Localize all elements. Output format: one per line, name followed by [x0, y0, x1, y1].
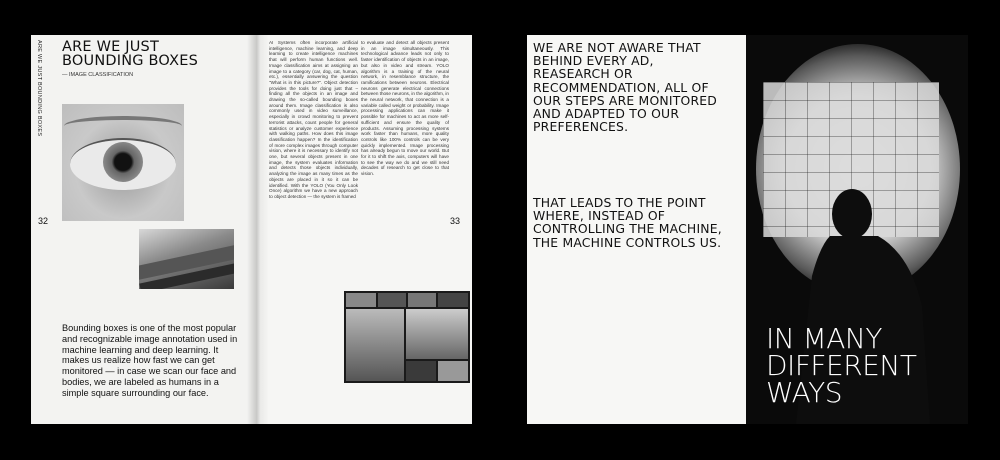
chapter-subtitle: — IMAGE CLASSIFICATION [62, 72, 134, 78]
eyebrow-shape [64, 116, 182, 136]
article-column-2: to evaluate and detect all objects present in an image simultaneously. This technological advance leads not only to faster identification of objects in an image, but also in video and stream. YOLO algorithm is a training of the neural network, in resemblance structure, the ramifications between neurons. Electrical neurons generate electrical connections between those neurons, in the algorithm, in the neural network, that connection is a variable called weight or probability. Image processing applications can make it possible for machines to act as more self-sufficient and ensure the quality of products. Assuming processing systems work faster than humans, more quality controls like 100% controls can be very quickly implemented. Image processing has already begun to move our world. But for it to shift the axis, computers will have to see the way we do and we still need decades of research to get close to that vision. [361, 40, 449, 177]
collage-cell [406, 361, 436, 381]
rooftop-city-photo [139, 229, 234, 289]
iris-shape [103, 142, 143, 182]
collage-cell [346, 293, 376, 307]
collage-cell [408, 293, 436, 307]
statement-paragraph-2: THAT LEADS TO THE POINT WHERE, INSTEAD OF CONTROLLING THE MACHINE, THE MACHINE CONTROLS US. [533, 195, 722, 250]
running-header-vertical: ARE WE JUST BOUNDING BOXES [36, 40, 42, 137]
chapter-title: ARE WE JUST BOUNDING BOXES [62, 39, 198, 69]
collage-cell [378, 293, 406, 307]
collage-cell [438, 361, 468, 381]
overlay-headline: IN MANY DIFFERENT WAYS [766, 322, 917, 409]
intro-paragraph: Bounding boxes is one of the most popular and recognizable image annotation used in machine learning and deep learning. It makes us realize how fast we can get monitored — in case we scan our face and bodies, we are labeled as humans in a simple square surrounding our face. [62, 323, 238, 398]
left-page-number: 32 [38, 216, 49, 226]
eye-closeup-photo [62, 104, 184, 221]
book-gutter-shadow [247, 35, 269, 424]
collage-cell [438, 293, 468, 307]
article-column-1: AI Systems often incorporate artificial intelligence, machine learning, and deep learning to create intelligence machines that will perform human functions well. Image classification aims at assigning an image to a category (car, dog, cat, human, etc.), essentially answering the question "What is in this picture?". Object detection provides the tools for doing just that – finding all the objects in an image and drawing the so-called bounding boxes around them. Image classification is also commonly used in video surveillance, especially in crowd monitoring to prevent terrorist attacks, count people for general statistics or analyze customer experience with walking paths. How does this image classification happen? In the identification of more complex images through computer vision, where it is necessary to identify not one, but several objects present in one image, the system evaluates information and detects those objects individually, analyzing the image as many times as the objects are placed in it so it can be identified. With the YOLO (You Only Look Once) algorithm we have a new approach to object detection — the system is framed [269, 40, 358, 199]
statement-paragraph-1: WE ARE NOT AWARE THAT BEHIND EVERY AD, REASEARCH OR RECOMMENDATION, ALL OF OUR STEPS ARE MONITORED AND ADAPTED TO OUR PREFERENCES. [533, 40, 718, 135]
right-page-number: 33 [450, 216, 461, 226]
collage-cell [406, 309, 468, 359]
surveillance-collage-photo [344, 291, 470, 383]
collage-cell [346, 309, 404, 381]
